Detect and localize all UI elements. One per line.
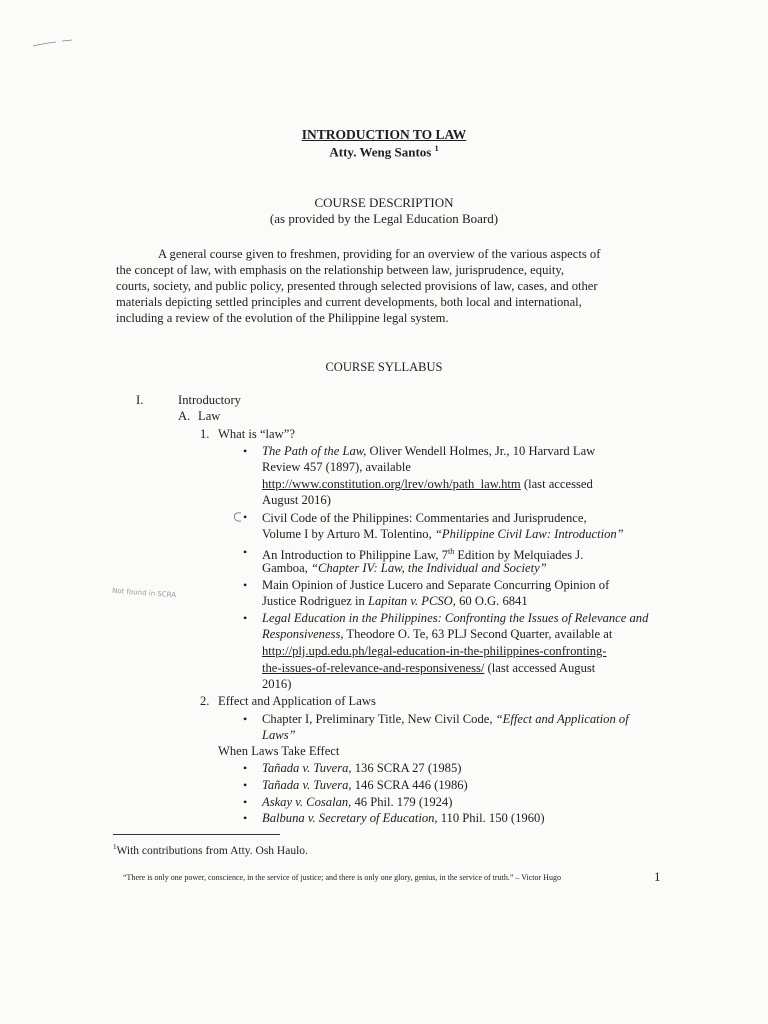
footnote-text: With contributions from Atty. Osh Haulo. (116, 844, 308, 857)
course-description-source: (as provided by the Legal Education Board) (269, 211, 499, 226)
reference-holmes-line-1: The Path of the Law, Oliver Wendell Holmes, Jr., 10 Harvard Law (262, 444, 596, 458)
part-numeral: I. (136, 393, 144, 407)
reference-tolentino-line-1: Civil Code of the Philippines: Commentaries and Jurisprudence, (262, 511, 587, 525)
item-title: What is “law”? (218, 427, 295, 441)
section-letter: A. (178, 409, 191, 423)
course-description-heading: COURSE DESCRIPTION (314, 195, 454, 210)
reference-te-line-4: the-issues-of-relevance-and-responsiveness/ (last accessed August (262, 661, 596, 675)
reference-lapitan-line-1: Main Opinion of Justice Lucero and Separate Concurring Opinion of (262, 578, 610, 592)
description-line-3: courts, society, and public policy, presented through selected provisions of law, cases, and other (116, 279, 598, 293)
author-footnote-marker: 1 (434, 144, 439, 153)
reference-gamboa-line-2: Gamboa, “Chapter IV: Law, the Individual and Society” (262, 561, 547, 575)
page-number: 1 (654, 869, 661, 884)
reference-te-line-3 (262, 643, 607, 659)
reference-civil-code-line-2: Laws” (262, 728, 296, 742)
author-name: Atty. Weng Santos (329, 144, 432, 160)
reference-holmes-line-4: August 2016) (262, 493, 331, 507)
case-citation: Tañada v. Tuvera, 146 SCRA 446 (1986) (262, 778, 468, 792)
bullet-marker: • (243, 712, 248, 726)
description-line-1: A general course given to freshmen, providing for an overview of the various aspects of (158, 247, 601, 261)
description-line-5: including a review of the evolution of the Philippine legal system. (116, 311, 449, 325)
pen-stroke-mark (32, 38, 74, 48)
reference-holmes-line-3: http://www.constitution.org/lrev/owh/path_law.htm (last accessed (262, 477, 593, 491)
reference-te-line-2: Responsiveness, Theodore O. Te, 63 PLJ Second Quarter, available at (262, 627, 613, 641)
reference-gamboa-line-1: An Introduction to Philippine Law, 7th Edition by Melquiades J. (262, 547, 584, 563)
bullet-marker: • (243, 778, 248, 792)
item-title: Effect and Application of Laws (218, 694, 376, 708)
footnote-divider (113, 834, 280, 835)
bullet-marker: • (243, 545, 248, 559)
course-syllabus-heading: COURSE SYLLABUS (325, 360, 443, 374)
description-line-4: materials depicting settled principles and current developments, both local and international, (116, 295, 582, 309)
case-citation: Balbuna v. Secretary of Education, 110 Phil. 150 (1960) (262, 811, 545, 825)
item-number: 2. (200, 694, 210, 708)
item-number: 1. (200, 427, 210, 441)
plj-link-part-1[interactable]: http://plj.upd.edu.ph/legal-education-in-the-philippines-confronting- (262, 644, 607, 658)
part-title: Introductory (178, 393, 241, 407)
footer-quote: “There is only one power, conscience, in the service of justice; and there is only one glory, genius, in the service of truth.” – Victor Hugo (123, 873, 561, 882)
holmes-link[interactable]: http://www.constitution.org/lrev/owh/path_law.htm (262, 477, 521, 491)
case-citation: Askay v. Cosalan, 46 Phil. 179 (1924) (262, 795, 453, 809)
handwritten-margin-note: Not found in SCRA (111, 586, 177, 600)
plj-link-part-2[interactable]: the-issues-of-relevance-and-responsiveness/ (262, 661, 485, 675)
reference-tolentino-line-2: Volume I by Arturo M. Tolentino, “Philippine Civil Law: Introduction” (262, 527, 624, 541)
bullet-marker: • (243, 761, 248, 775)
bullet-marker: • (243, 811, 248, 825)
reference-lapitan-line-2: Justice Rodriguez in Lapitan v. PCSO, 60 O.G. 6841 (262, 594, 528, 608)
case-citation: Tañada v. Tuvera, 136 SCRA 27 (1985) (262, 761, 462, 775)
bullet-marker: • (243, 578, 248, 592)
author-line (0, 144, 768, 160)
description-line-2: the concept of law, with emphasis on the relationship between law, jurisprudence, equity, (116, 263, 564, 277)
reference-te-line-5: 2016) (262, 677, 292, 691)
bullet-marker: • (243, 611, 248, 625)
reference-civil-code-line-1: Chapter I, Preliminary Title, New Civil Code, “Effect and Application of (262, 712, 629, 726)
document-title: INTRODUCTION TO LAW (301, 127, 467, 142)
footnote-marker: 1 (113, 843, 117, 851)
bullet-marker: • (243, 795, 248, 809)
footnote (113, 843, 308, 857)
reference-te-line-1: Legal Education in the Philippines: Confronting the Issues of Relevance and (262, 611, 649, 625)
subheading-when-laws-take-effect: When Laws Take Effect (218, 744, 340, 758)
section-title: Law (198, 409, 221, 423)
bullet-marker: • (243, 510, 248, 524)
reference-holmes-line-2: Review 457 (1897), available (262, 460, 411, 474)
bullet-marker: • (243, 444, 248, 458)
